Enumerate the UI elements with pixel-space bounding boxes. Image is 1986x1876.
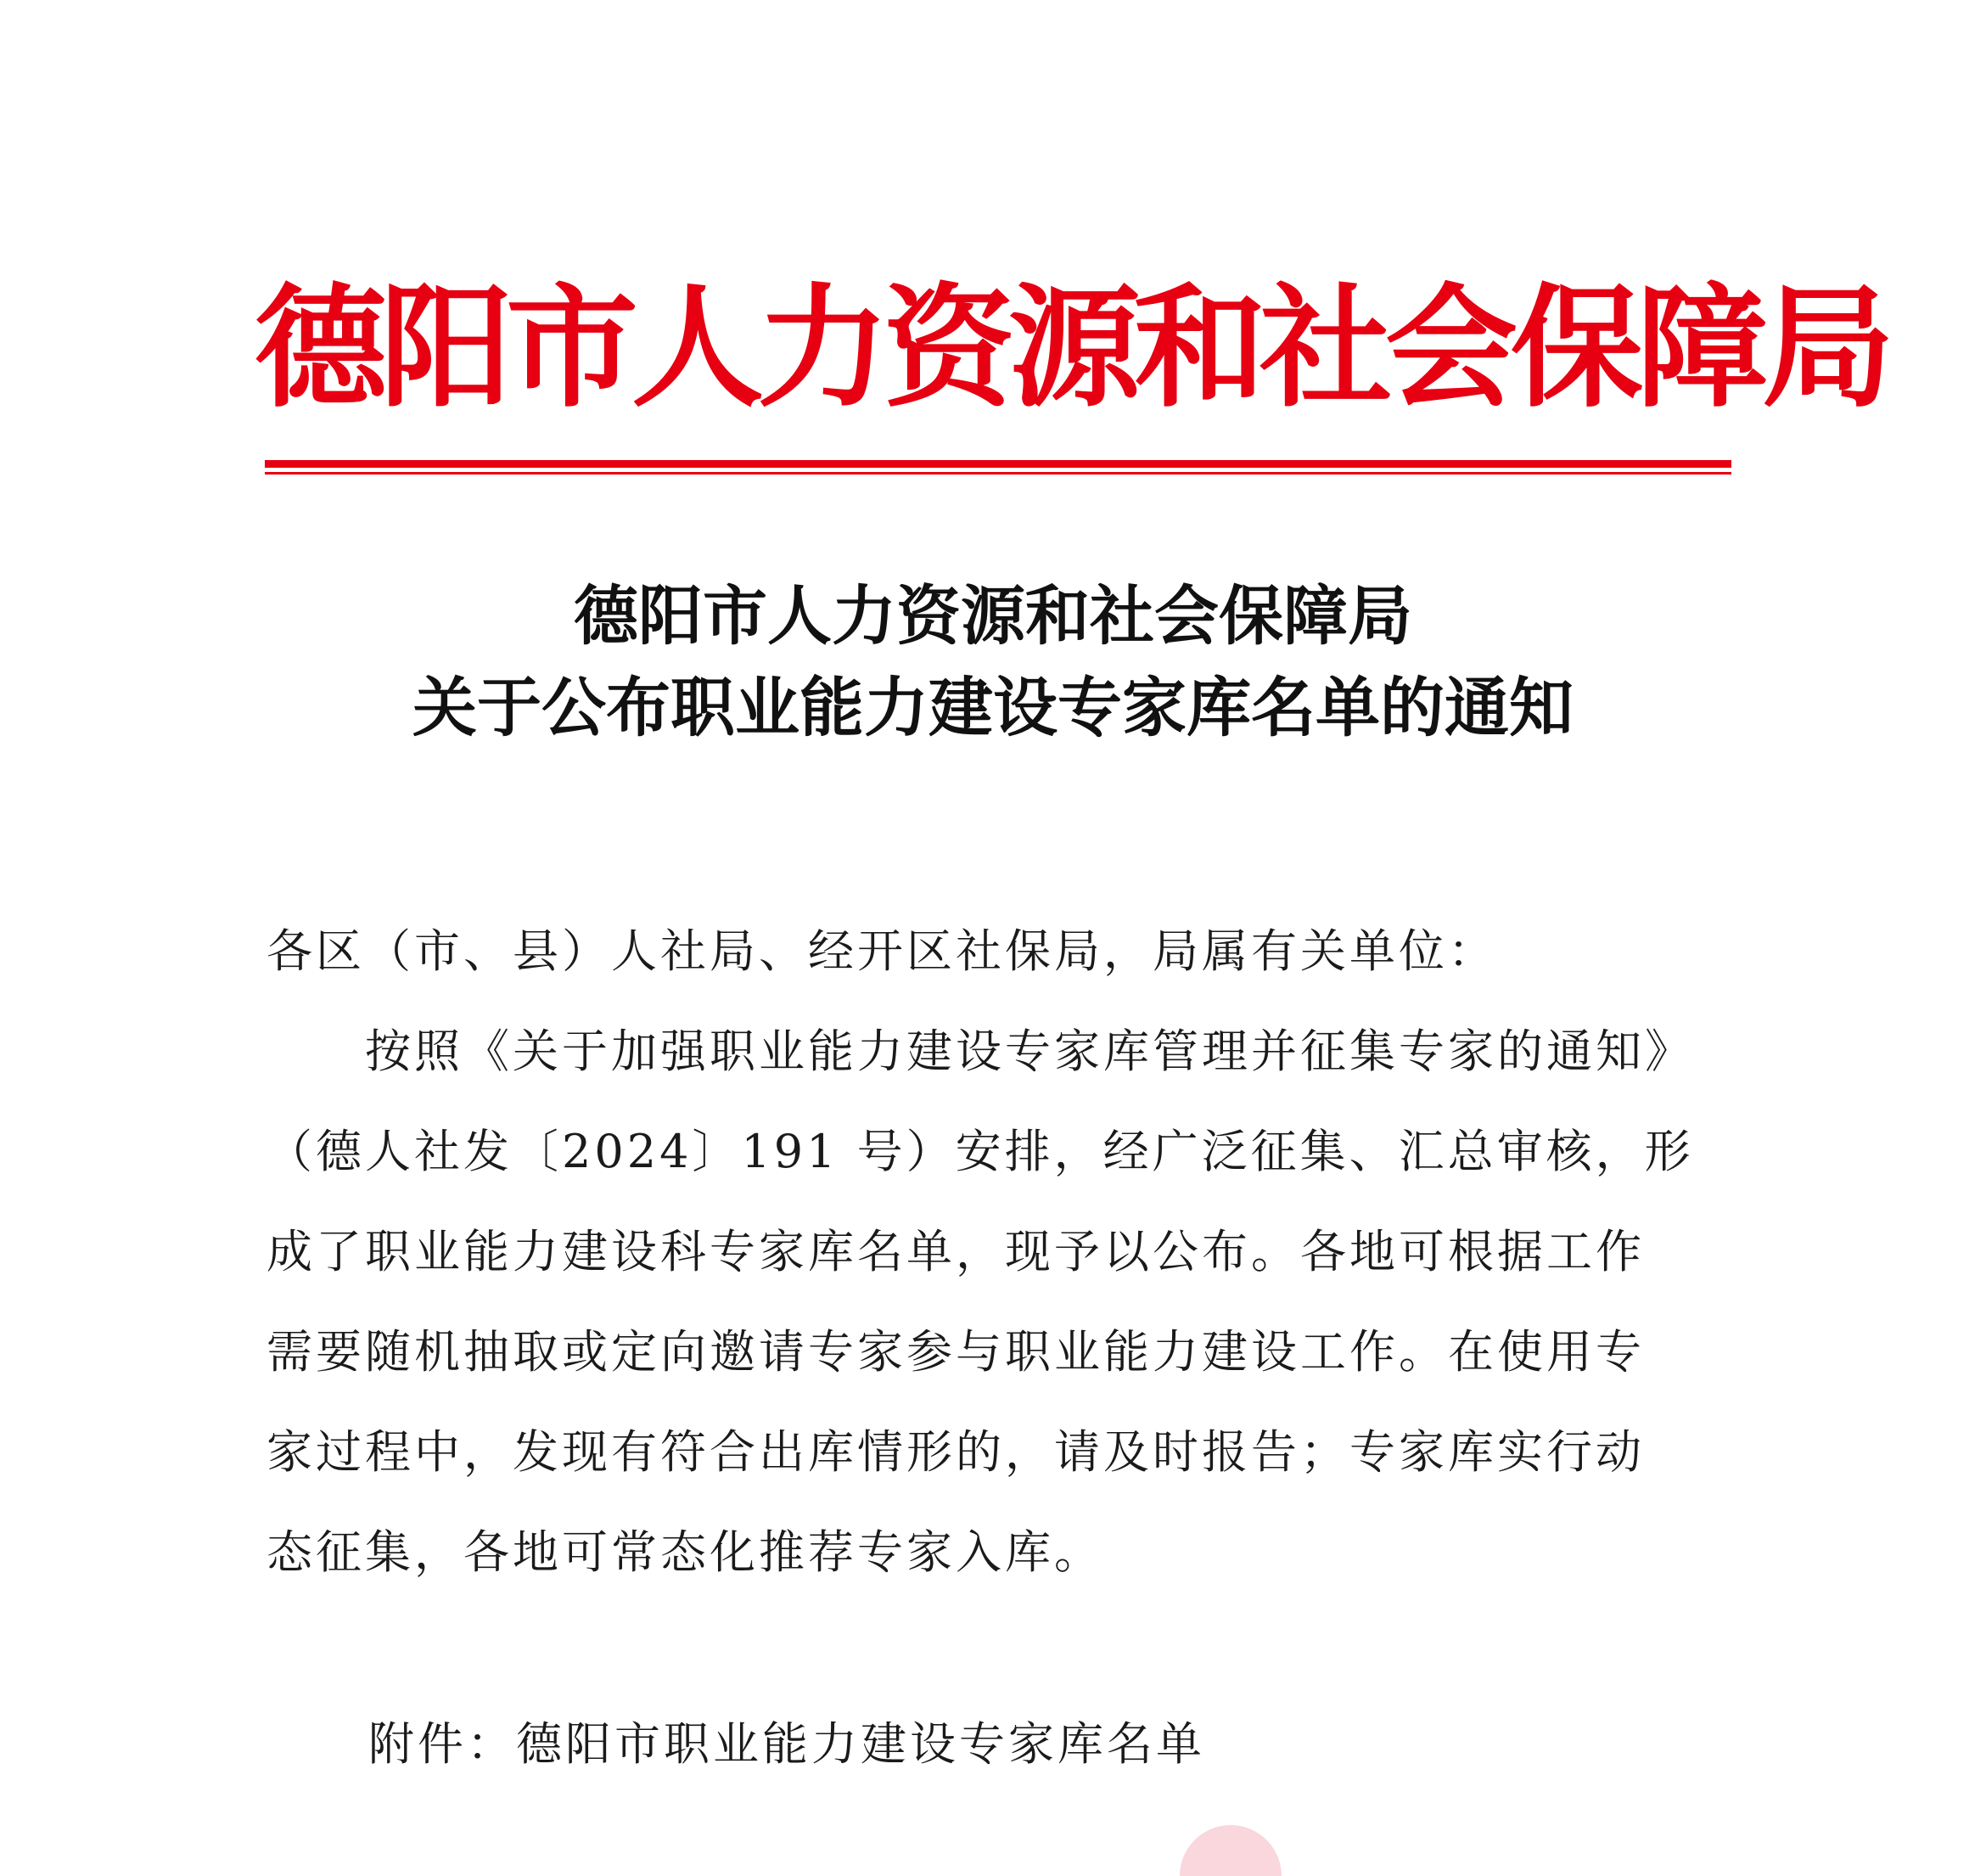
paragraph-line-5: 家过程中，发现有符合出库情形的，请及时报告；专家库实行动 — [266, 1425, 1645, 1479]
document-title-line-2: 关于公布职业能力建设专家库名单的通知 — [412, 670, 1574, 745]
paragraph-line-1: 按照《关于加强职业能力建设专家库管理并征集专家的通知》 — [266, 1025, 1694, 1078]
paragraph-line-4: 需要随机抽取或定向邀请专家参与职业能力建设工作。在使用专 — [266, 1325, 1645, 1379]
document-title — [255, 570, 1731, 754]
salutation: 各区（市、县）人社局、经开区社保局，局属有关单位： — [266, 924, 1497, 978]
paragraph-line-6: 态征集，各地可常态化推荐专家入库。 — [266, 1525, 1103, 1579]
masthead-red-rule-thin — [265, 472, 1731, 475]
attachment-line: 附件：德阳市职业能力建设专家库名单 — [368, 1717, 1205, 1771]
masthead-red-rule-thick — [265, 460, 1731, 468]
paragraph-line-3: 成了职业能力建设科专家库名单，现予以公布。各地可根据工作 — [266, 1225, 1645, 1278]
document-title-line-1: 德阳市人力资源和社会保障局 — [574, 578, 1412, 654]
red-masthead: 德阳市人力资源和社会保障局 — [255, 271, 1888, 425]
official-seal-edge — [1180, 1825, 1282, 1876]
paragraph-line-2: （德人社发〔2024〕191 号）安排，经广泛征集、汇总审核，形 — [266, 1125, 1694, 1178]
